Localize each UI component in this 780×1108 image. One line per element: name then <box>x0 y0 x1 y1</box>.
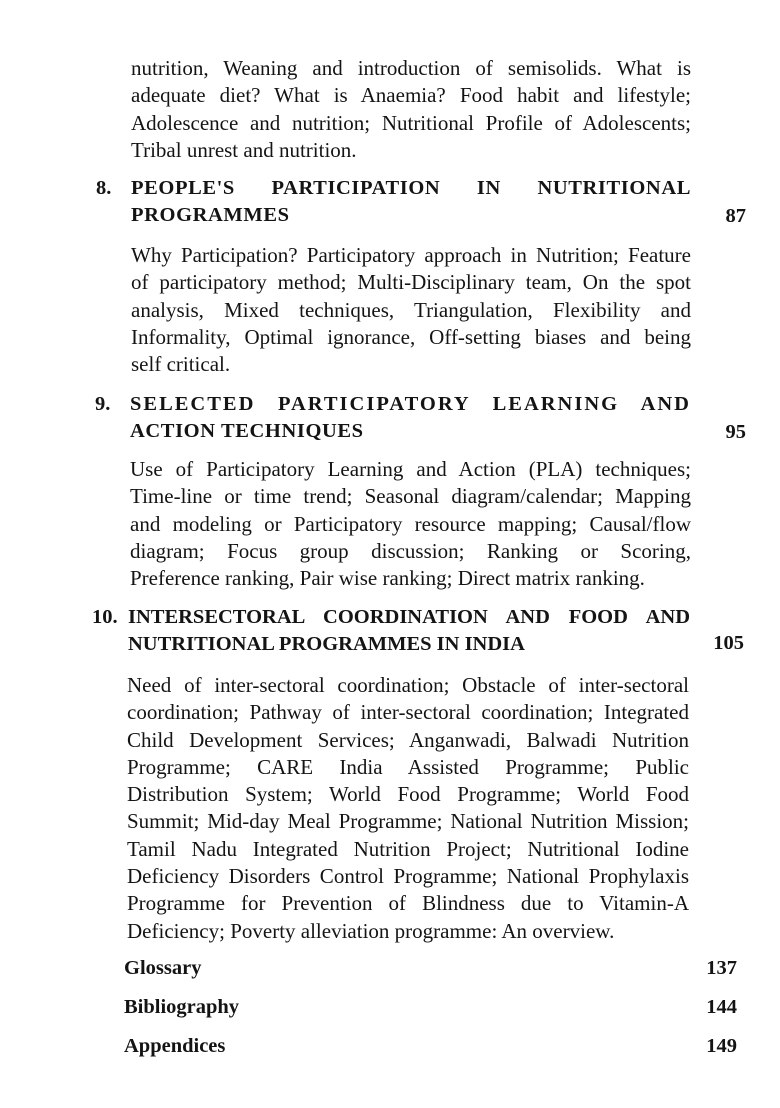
text-line: Adolescence and nutrition; Nutritional Profile of Adolescents; <box>131 110 691 135</box>
text-line: Informality, Optimal ignorance, Off-setting biases and being <box>131 324 691 349</box>
appendices-entry: Appendices <box>124 1035 226 1057</box>
page-number: 149 <box>706 1035 737 1057</box>
title-line: NUTRITIONAL PROGRAMMES IN INDIA <box>128 633 525 656</box>
title-line: SELECTED PARTICIPATORY LEARNING AND <box>130 393 691 415</box>
text-line: Deficiency; Poverty alleviation programme: An overview. <box>127 918 615 943</box>
title-line: ACTION TECHNIQUES <box>130 420 364 443</box>
text-line: Use of Participatory Learning and Action (PLA) techniques; <box>130 457 691 481</box>
text-line: diagram; Focus group discussion; Ranking or Scoring, <box>130 538 691 563</box>
text-line: Why Participation? Participatory approach in Nutrition; Feature <box>131 243 691 267</box>
text-line: nutrition, Weaning and introduction of semisolids. What is <box>131 56 691 80</box>
text-line: Need of inter-sectoral coordination; Obstacle of inter-sectoral <box>127 673 689 697</box>
chapter-title <box>130 391 691 446</box>
chapter-title <box>128 604 690 659</box>
text-line: coordination; Pathway of inter-sectoral coordination; Integrated <box>127 700 689 725</box>
text-line: Tamil Nadu Integrated Nutrition Project; Nutritional Iodine <box>127 836 689 861</box>
text-line: Distribution System; World Food Programme; World Food <box>127 782 689 807</box>
text-line: analysis, Mixed techniques, Triangulation, Flexibility and <box>131 297 691 322</box>
page-number: 137 <box>706 957 737 979</box>
chapter-number: 8. <box>96 177 112 199</box>
text-line: and modeling or Participatory resource mapping; Causal/flow <box>130 511 691 536</box>
text-line: Preference ranking, Pair wise ranking; Direct matrix ranking. <box>130 566 645 591</box>
chapter-number: 9. <box>95 393 111 415</box>
chapter-description <box>131 242 691 378</box>
text-line: Time-line or time trend; Seasonal diagram/calendar; Mapping <box>130 484 691 509</box>
text-line: adequate diet? What is Anaemia? Food habit and lifestyle; <box>131 83 691 108</box>
text-line: of participatory method; Multi-Disciplinary team, On the spot <box>131 270 691 295</box>
glossary-entry: Glossary <box>124 957 202 979</box>
title-line: PEOPLE'S PARTICIPATION IN NUTRITIONAL <box>131 177 691 199</box>
text-line: Summit; Mid-day Meal Programme; National Nutrition Mission; <box>127 809 689 834</box>
chapter-description <box>127 672 689 945</box>
text-line: Deficiency Disorders Control Programme; National Prophylaxis <box>127 864 689 889</box>
page-number: 105 <box>713 632 744 654</box>
text-line: Tribal unrest and nutrition. <box>131 137 357 162</box>
page-number: 144 <box>706 996 737 1018</box>
page-number: 95 <box>725 421 746 443</box>
chapter-description <box>130 456 691 592</box>
chapter-number: 10. <box>92 606 118 628</box>
title-line: INTERSECTORAL COORDINATION AND FOOD AND <box>128 606 690 628</box>
text-line: Child Development Services; Anganwadi, Balwadi Nutrition <box>127 727 689 752</box>
text-line: Programme; CARE India Assisted Programme; Public <box>127 754 689 779</box>
page-number: 87 <box>725 205 746 227</box>
intro-paragraph <box>131 55 691 164</box>
text-line: self critical. <box>131 352 231 377</box>
text-line: Programme for Prevention of Blindness due to Vitamin-A <box>127 891 689 916</box>
bibliography-entry: Bibliography <box>124 996 240 1018</box>
title-line: PROGRAMMES <box>131 204 290 227</box>
chapter-title <box>131 175 691 230</box>
